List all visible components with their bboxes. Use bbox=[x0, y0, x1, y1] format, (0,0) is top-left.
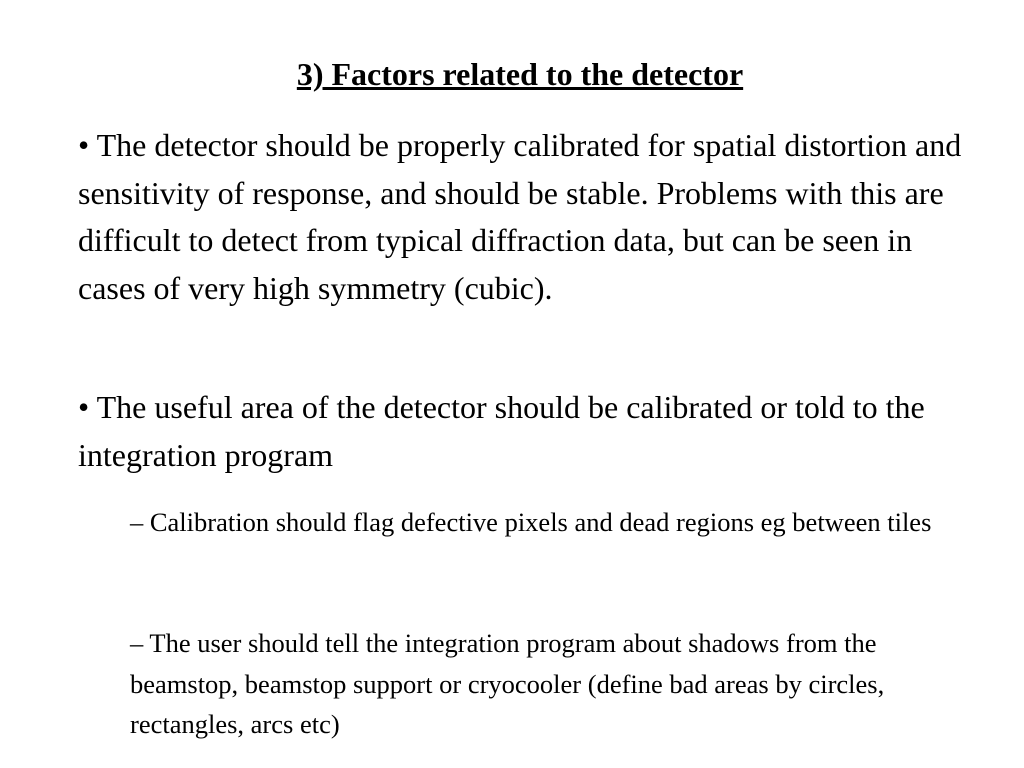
bullet-detector-calibration: • The detector should be properly calibrated for spatial distortion and sensitivity of response, and should be stable. Problems with this are difficult to detect from typical diffraction data, but can be seen in cases of very high symmetry (cubic). bbox=[78, 127, 962, 306]
bullet-useful-area: • The useful area of the detector should be calibrated or told to the integration program bbox=[78, 389, 925, 473]
sub-bullet-defective-pixels: – Calibration should flag defective pixels and dead regions eg between tiles bbox=[130, 507, 932, 537]
slide-title: 3) Factors related to the detector bbox=[296, 56, 744, 92]
sub-bullet-shadows: – The user should tell the integration program about shadows from the beamstop, beamstop support or cryocooler (define bad areas by circles, rectangles, arcs etc) bbox=[130, 628, 885, 739]
